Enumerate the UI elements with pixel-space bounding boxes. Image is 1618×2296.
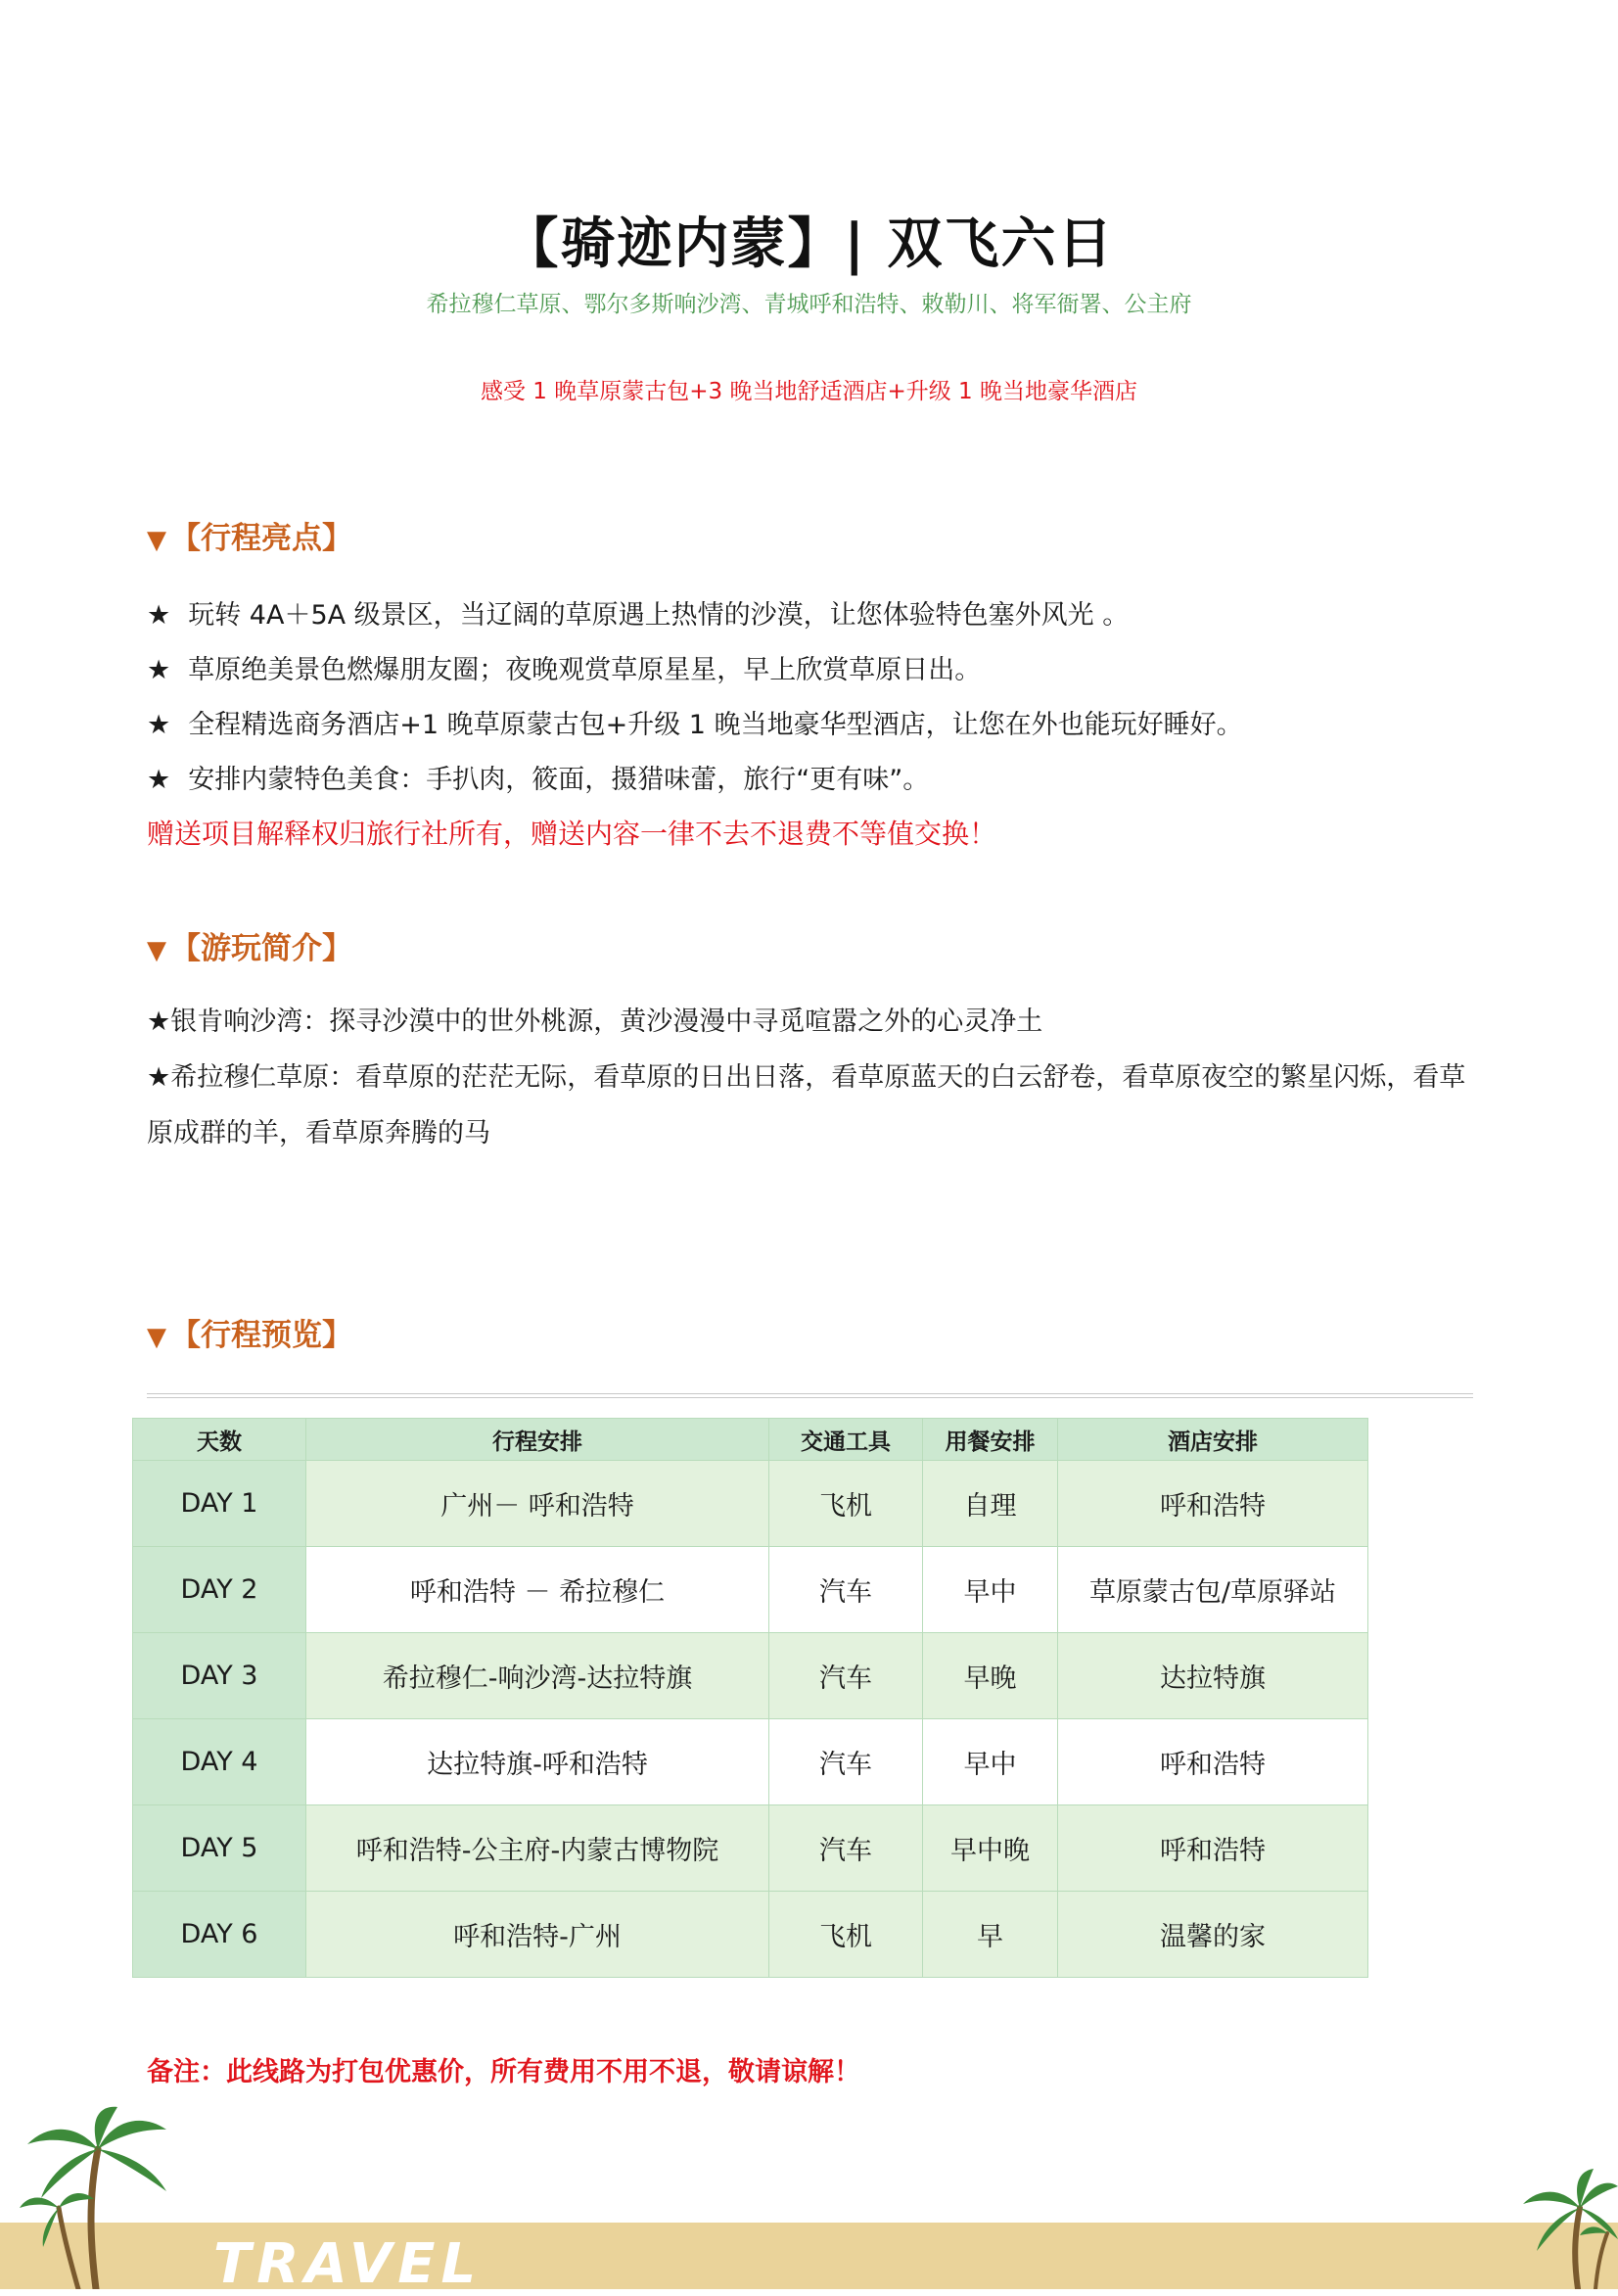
section-preview-title: 【行程预览】 [170, 1318, 352, 1353]
column-header: 酒店安排 [1058, 1419, 1368, 1461]
table-row [133, 1805, 1368, 1892]
route-cell: 广州－ 呼和浩特 [306, 1461, 769, 1547]
hotel-summary: 感受 1 晚草原蒙古包+3 晚当地舒适酒店+升级 1 晚当地豪华酒店 [481, 379, 1137, 404]
column-header: 交通工具 [769, 1419, 923, 1461]
page-title: 【骑迹内蒙】| 双飞六日 [503, 212, 1115, 276]
palm-tree-icon [20, 2105, 186, 2289]
highlight-item [147, 648, 981, 686]
hotel-cell: 草原蒙古包/草原驿站 [1058, 1547, 1368, 1633]
section-highlights-title: 【行程亮点】 [170, 521, 352, 556]
highlight-text: 草原绝美景色燃爆朋友圈；夜晚观赏草原星星，早上欣赏草原日出。 [188, 655, 982, 685]
gift-disclaimer: 赠送项目解释权归旅行社所有，赠送内容一律不去不退费不等值交换！ [147, 818, 997, 850]
day-cell: DAY 6 [133, 1892, 306, 1978]
transport-cell: 汽车 [769, 1547, 923, 1633]
table-row [133, 1461, 1368, 1547]
meals-cell: 早 [923, 1892, 1058, 1978]
table-row [133, 1892, 1368, 1978]
column-header: 行程安排 [306, 1419, 769, 1461]
route-cell: 希拉穆仁-响沙湾-达拉特旗 [306, 1633, 769, 1719]
hotel-cell: 温馨的家 [1058, 1892, 1368, 1978]
transport-cell: 飞机 [769, 1892, 923, 1978]
route-cell: 呼和浩特-公主府-内蒙古博物院 [306, 1805, 769, 1892]
transport-cell: 汽车 [769, 1719, 923, 1805]
transport-cell: 汽车 [769, 1633, 923, 1719]
triangle-down-icon: ▼ [147, 936, 166, 965]
table-row [133, 1719, 1368, 1805]
star-icon: ★ [147, 655, 171, 685]
route-cell: 呼和浩特-广州 [306, 1892, 769, 1978]
table-header-row [133, 1419, 1368, 1461]
meals-cell: 早中 [923, 1719, 1058, 1805]
meals-cell: 早晚 [923, 1633, 1058, 1719]
star-icon: ★ [147, 710, 171, 740]
hotel-cell: 呼和浩特 [1058, 1461, 1368, 1547]
transport-cell: 汽车 [769, 1805, 923, 1892]
day-cell: DAY 2 [133, 1547, 306, 1633]
meals-cell: 早中 [923, 1547, 1058, 1633]
transport-cell: 飞机 [769, 1461, 923, 1547]
highlight-item [147, 593, 1129, 632]
star-icon: ★ [147, 600, 171, 631]
palm-tree-icon [1517, 2169, 1618, 2289]
highlight-text: 玩转 4A＋5A 级景区，当辽阔的草原遇上热情的沙漠，让您体验特色塞外风光 。 [188, 600, 1130, 631]
section-intro-title: 【游玩简介】 [170, 931, 352, 966]
day-cell: DAY 1 [133, 1461, 306, 1547]
itinerary-table [132, 1418, 1368, 1978]
route-subtitle: 希拉穆仁草原、鄂尔多斯响沙湾、青城呼和浩特、敕勒川、将军衙署、公主府 [426, 292, 1192, 317]
price-remark: 备注：此线路为打包优惠价，所有费用不用不退，敬请谅解！ [147, 2057, 860, 2087]
triangle-down-icon: ▼ [147, 1323, 166, 1352]
day-cell: DAY 4 [133, 1719, 306, 1805]
section-intro-heading [147, 923, 352, 967]
intro-item: ★希拉穆仁草原：看草原的茫茫无际，看草原的日出日落，看草原蓝天的白云舒卷，看草原夜空的繁星闪烁，看草原成群的羊，看草原奔腾的马 [147, 1062, 1466, 1148]
highlight-item [147, 758, 929, 796]
highlight-item [147, 703, 1243, 741]
day-cell: DAY 3 [133, 1633, 306, 1719]
route-cell: 达拉特旗-呼和浩特 [306, 1719, 769, 1805]
divider [147, 1393, 1473, 1398]
travel-logo-text: TRAVEL [213, 2232, 483, 2296]
column-header: 用餐安排 [923, 1419, 1058, 1461]
highlight-text: 全程精选商务酒店+1 晚草原蒙古包+升级 1 晚当地豪华型酒店，让您在外也能玩好睡好。 [188, 710, 1243, 740]
route-cell: 呼和浩特 － 希拉穆仁 [306, 1547, 769, 1633]
highlight-text: 安排内蒙特色美食：手扒肉，筱面，摄猎味蕾，旅行“更有味”。 [188, 765, 930, 795]
day-cell: DAY 5 [133, 1805, 306, 1892]
intro-item: ★银肯响沙湾：探寻沙漠中的世外桃源，黄沙漫漫中寻觅喧嚣之外的心灵净土 [147, 1007, 1043, 1037]
section-preview-heading [147, 1310, 352, 1354]
table-row [133, 1633, 1368, 1719]
hotel-cell: 达拉特旗 [1058, 1633, 1368, 1719]
meals-cell: 自理 [923, 1461, 1058, 1547]
section-highlights-heading [147, 513, 352, 557]
triangle-down-icon: ▼ [147, 526, 166, 555]
star-icon: ★ [147, 765, 171, 795]
meals-cell: 早中晚 [923, 1805, 1058, 1892]
hotel-cell: 呼和浩特 [1058, 1805, 1368, 1892]
table-row [133, 1547, 1368, 1633]
hotel-cell: 呼和浩特 [1058, 1719, 1368, 1805]
column-header: 天数 [133, 1419, 306, 1461]
